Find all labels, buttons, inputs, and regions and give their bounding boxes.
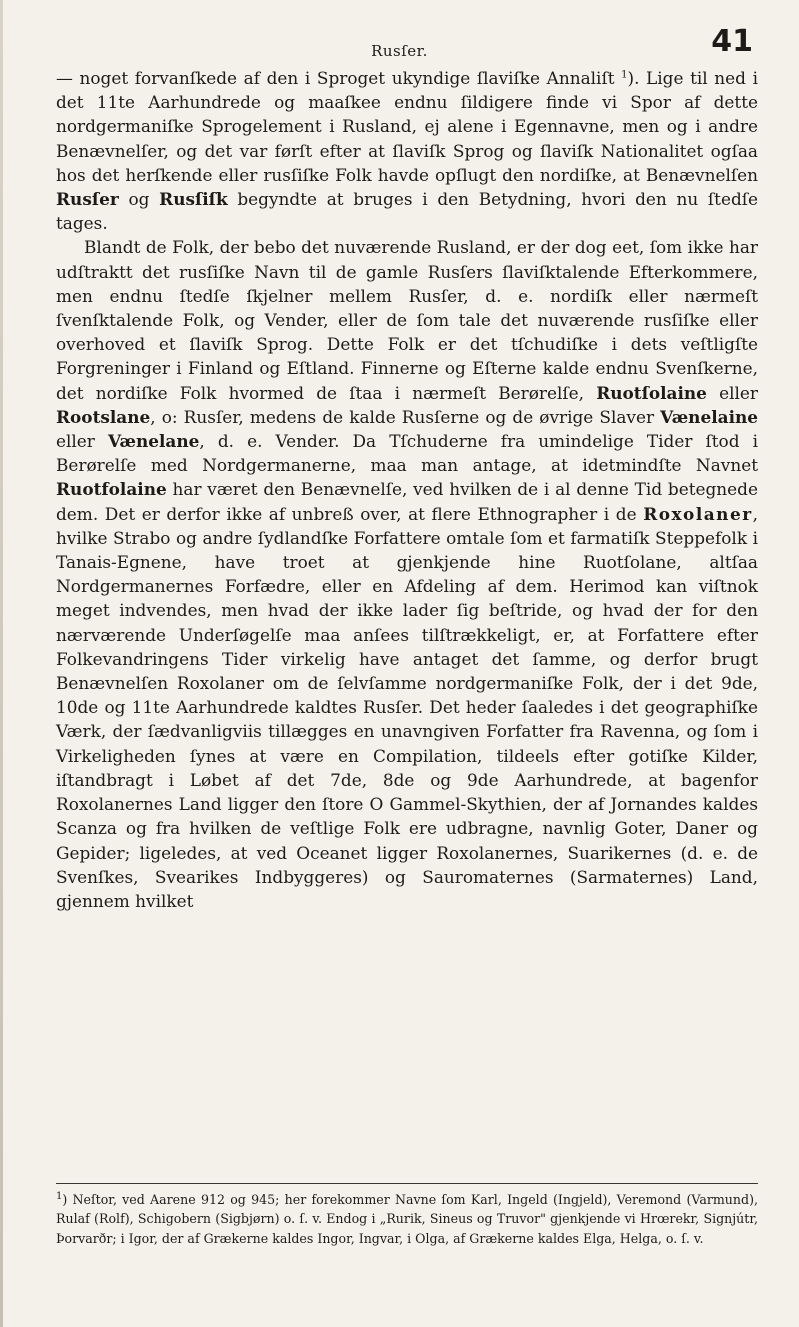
term-ruotsolaine: Ruotſolaine <box>596 382 707 403</box>
term-vaenelane: Vænelane <box>107 431 200 452</box>
page-header <box>0 22 799 58</box>
page-number: 41 <box>711 24 753 59</box>
term-rusfisk: Rusſiſk <box>159 189 228 210</box>
footnote-divider <box>56 1183 758 1184</box>
paragraph-1-text: — noget forvanſkede af den i Sproget ukyndige ſlaviſke Annaliſt <box>56 68 615 88</box>
body-text <box>56 66 758 913</box>
running-head: Rusſer. <box>371 42 428 60</box>
footnotes <box>56 1190 758 1248</box>
term-roxolaner: Roxolaner <box>643 503 753 524</box>
paragraph-2 <box>56 235 758 913</box>
paragraph-2-e: , d. e. Vender. Da Tſchuderne fra umindelige Tider ſtod i Berørelſe med Nordgermanerne, maa man antage, at idetmindſte Navnet <box>56 431 758 476</box>
paragraph-1 <box>56 66 758 235</box>
paragraph-1-end: begyndte at bruges i den Betydning, hvori den nu ſtedſe tages. <box>56 189 759 234</box>
term-rusfer: Rusſer <box>56 189 119 210</box>
paragraph-2-text: Blandt de Folk, der bebo det nuværende Rusland, er der dog eet, ſom ikke har udſtraktt det rusſiſke Navn til de gamle Rusſers ſlaviſktalende Efterkommere, men endnu ſtedſe ſkjelner mellem Rusſer, d. e. nordiſk eller nærmeſt ſvenſktalende Folk, og Vender, eller de ſom tale det nuværende rusſiſke eller overhoved et ſlaviſk Sprog. Dette Folk er det tſchudiſke i dets veſtligſte Forgreninger i Finland og Eſtland. Finnerne og Eſterne kalde endnu Svenſkerne, det nordiſke Folk hvormed de ſtaa i nærmeſt Berørelſe, <box>56 237 758 403</box>
footnote-1-text: ) Neſtor, ved Aarene 912 og 945; her forekommer Navne ſom Karl, Ingeld (Ingjeld), Veremond (Varmund), Rulaf (Rolf), Schigobern (Sigbjørn) o. ſ. v. Endog i „Rurik, Sineus og Truvor" gjenkjende vi Hrœrekr, Signjútr, Þorvarðr; i Igor, der af Grækerne kaldes Ingor, Ingvar, i Olga, af Grækerne kaldes Elga, Helga, o. ſ. v. <box>56 1192 758 1246</box>
page-edge <box>0 0 3 1327</box>
footnote-marker: 1 <box>56 1190 63 1202</box>
paragraph-2-c: , o: Rusſer, medens de kalde Rusſerne og de øvrige Slaver <box>150 406 655 427</box>
footnote-ref: 1 <box>621 69 628 81</box>
paragraph-2-b: eller <box>719 382 758 403</box>
paragraph-2-f: har været den Benævnelſe, ved hvilken de i al denne Tid betegnede dem. Det er derfor ikke af unbreß over, at flere Ethnographer i de <box>56 479 758 524</box>
footnote-1 <box>56 1190 758 1248</box>
paragraph-2-d: eller <box>56 431 95 452</box>
term-rootslane: Rootslane <box>56 406 151 427</box>
term-ruotfolaine: Ruotfolaine <box>56 479 167 500</box>
term-vaenelaine: Vænelaine <box>660 406 759 427</box>
paragraph-2-g: , hvilke Strabo og andre ſydlandſke Forfattere omtale ſom et farmatiſk Steppefolk i Tanais-Egnene, have troet at gjenkjende hine Ruotſolane, altſaa Nordgermanernes Forfædre, eller en Afdeling af dem. Herimod kan viſtnok meget indvendes, men hvad der ikke lader ſig beſtride, og hvad der for den nærværende Underſøgelſe maa anſees tilſtrækkeligt, er, at Forfattere efter Folkevandringens Tider virkelig have antaget det ſamme, og derfor brugt Benævnelſen Roxolaner om de ſelvſamme nordgermaniſke Folk, der i det 9de, 10de og 11te Aarhundrede kaldtes Rusſer. Det heder ſaaledes i det geographiſke Værk, der ſædvanligviis tillægges en unavngiven Forfatter fra Ravenna, og ſom i Virkeligheden ſynes at være en Compilation, tildeels efter gotiſke Kilder, iſtandbragt i Løbet af det 7de, 8de og 9de Aarhundrede, at bagenfor Roxolanernes Land ligger den ſtore O Gammel-Skythien, der af Jornandes kaldes Scanza og fra hvilken de veſtlige Folk ere udbragne, navnlig Goter, Daner og Gepider; ligeledes, at ved Oceanet ligger Roxolanernes, Suarikernes (d. e. de Svenſkes, Svearikes Indbyggeres) og Sauromaternes (Sarmaternes) Land, gjennem hvilket <box>56 503 758 911</box>
paragraph-1-continued: ). Lige til ned i det 11te Aarhundrede og maaſkee endnu ſildigere finde vi Spor af dette nordgermaniſke Sprogelement i Rusland, ej alene i Egennavne, men og i andre Benævnelſer, og det var førſt efter at ſlaviſk Sprog og ſlaviſk Nationalitet ogſaa hos det herſkende eller rusſiſke Folk havde opſlugt den nordiſke, at Benævnelſen <box>56 68 758 185</box>
conjunction: og <box>128 189 150 210</box>
